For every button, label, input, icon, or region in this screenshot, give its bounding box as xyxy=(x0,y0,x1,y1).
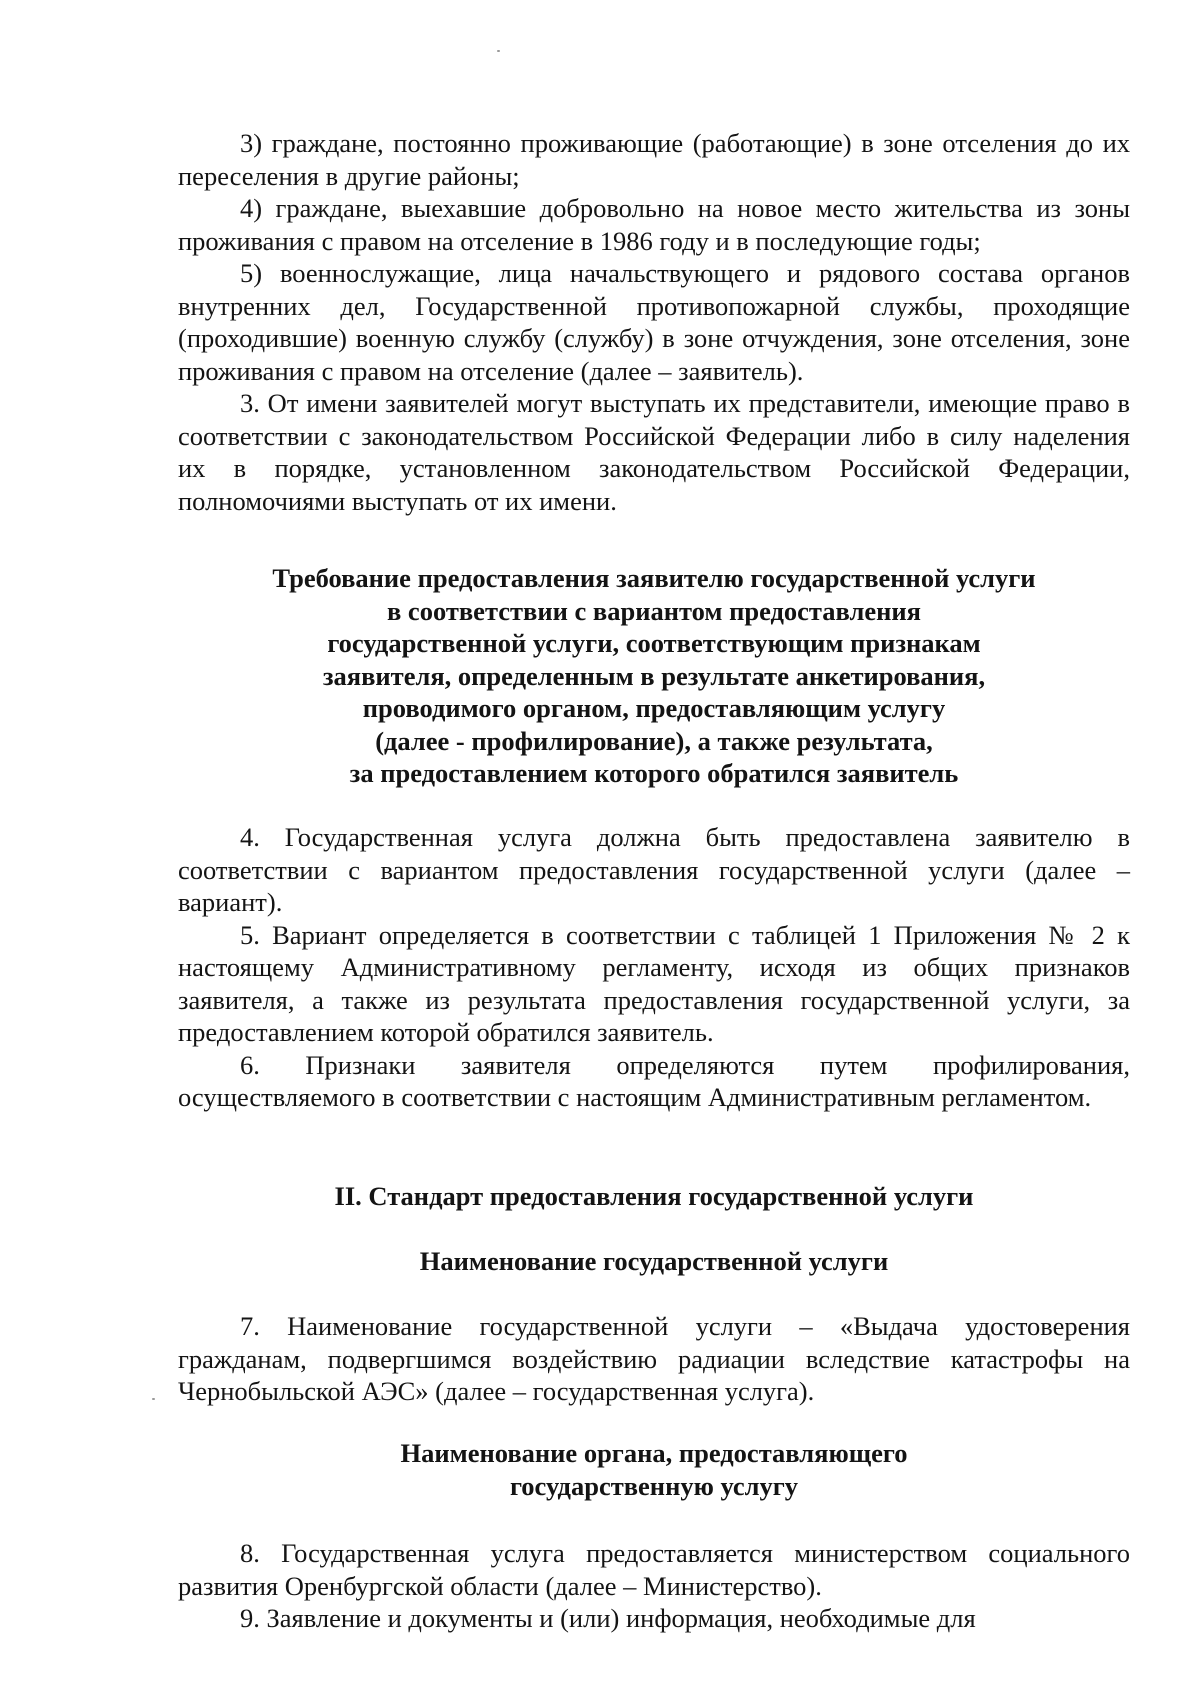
heading-line: государственной услуги, соответствующим признакам xyxy=(327,628,981,658)
paragraph-7-block xyxy=(178,1310,1130,1408)
section-title: II. Стандарт предоставления государственной услуги xyxy=(334,1181,974,1211)
paragraph-item-8: 8. Государственная услуга предоставляется министерством социального развития Оренбургской области (далее – Министерство). xyxy=(178,1538,1130,1601)
paragraph-item-5: 5. Вариант определяется в соответствии с таблицей 1 Приложения № 2 к настоящему Административному регламенту, исходя из общих признаков заявителя, а также из результата предоставления государственной услуги, за предоставлением которой обратился заявитель. xyxy=(178,919,1130,1047)
heading-service-name: Наименование государственной услуги xyxy=(419,1246,889,1276)
paragraph-item-7: 7. Наименование государственной услуги – «Выдача удостоверения гражданам, подвергшимся воздействию радиации вследствие катастрофы на Чернобыльской АЭС» (далее – государственная услуга). xyxy=(178,1311,1130,1406)
paragraph-item-6: 6. Признаки заявителя определяются путем профилирования, осуществляемого в соответствии с настоящим Административным регламентом. xyxy=(178,1049,1130,1112)
paragraph-3-citizens-resettlement-zone: 3) граждане, постоянно проживающие (работающие) в зоне отселения до их переселения в другие районы; xyxy=(178,128,1130,191)
paragraph-item-9: 9. Заявление и документы и (или) информация, необходимые для xyxy=(240,1603,976,1633)
heading-line: в соответствии с вариантом предоставления xyxy=(387,595,921,626)
heading-line: государственную услугу xyxy=(509,1470,799,1501)
heading-line: (далее - профилирование), а также результата, xyxy=(375,725,933,756)
scan-speck xyxy=(497,50,500,52)
heading-line: за предоставлением которого обратился заявитель xyxy=(349,758,959,788)
paragraph-item-4: 4. Государственная услуга должна быть предоставлена заявителю в соответствии с вариантом предоставления государственной услуги (далее – вариант). xyxy=(178,822,1130,917)
heading-requirement xyxy=(178,562,1130,790)
heading-line: Наименование органа, предоставляющего xyxy=(400,1438,908,1468)
heading-line: проводимого органом, предоставляющим услугу xyxy=(362,693,946,723)
heading-line: заявителя, определенным в результате анкетирования, xyxy=(322,660,986,691)
paragraph-4-citizens-voluntary-departure: 4) граждане, выехавшие добровольно на новое место жительства из зоны проживания с правом на отселение в 1986 году и в последующие годы; xyxy=(178,193,1130,256)
bottom-paragraphs xyxy=(178,1537,1130,1635)
scan-speck xyxy=(152,1398,155,1400)
paragraph-5-military-personnel: 5) военнослужащие, лица начальствующего и рядового состава органов внутренних дел, Государственной противопожарной службы, проходящие (проходившие) военную службу (службу) в зоне отчуждения, зоне отселения, зоне проживания с правом на отселение (далее – заявитель). xyxy=(178,258,1130,386)
paragraph-item-3-representatives: 3. От имени заявителей могут выступать их представители, имеющие право в соответствии с законодательством Российской Федерации либо в силу наделения их в порядке, установленном законодательством Российской Федерации, полномочиями выступать от их имени. xyxy=(178,388,1130,516)
top-paragraphs xyxy=(178,127,1130,517)
middle-paragraphs xyxy=(178,821,1130,1114)
heading-organ xyxy=(178,1437,1130,1502)
heading-line: Требование предоставления заявителю государственной услуги xyxy=(272,563,1036,593)
